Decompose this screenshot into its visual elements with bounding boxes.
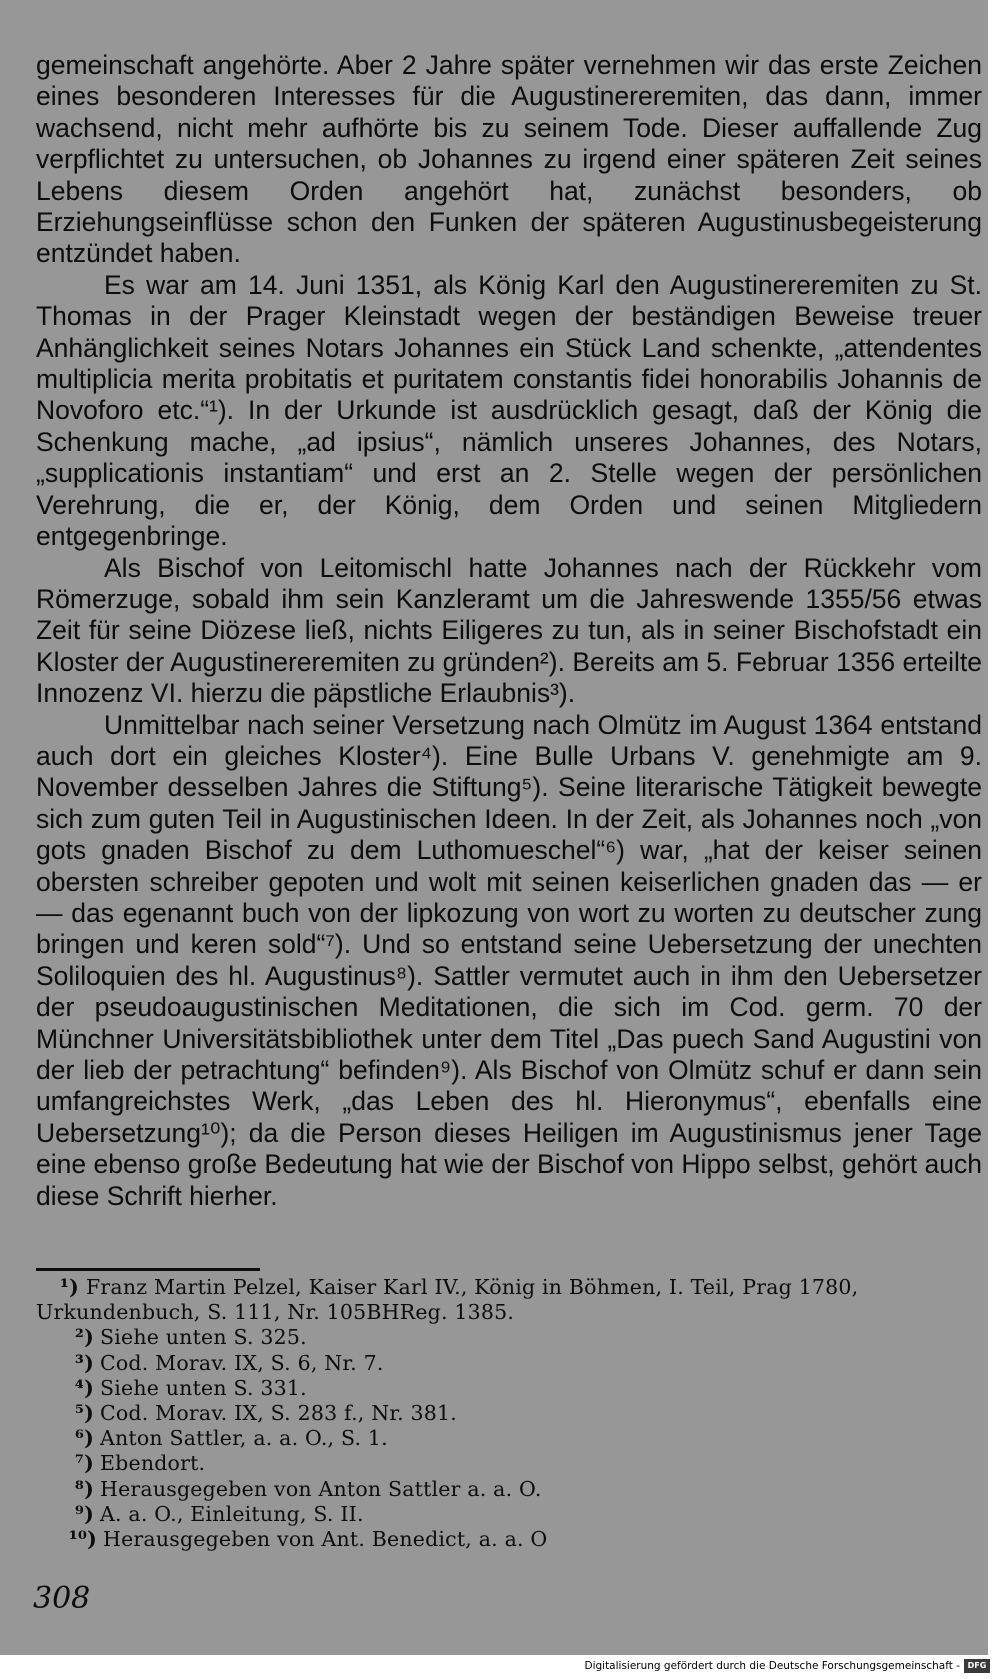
footnote-text: Siehe unten S. 331.: [100, 1375, 307, 1400]
paragraph-1: gemeinschaft angehörte. Aber 2 Jahre später vernehmen wir das erste Zeichen eines besonderen Interesses für die Augustinereremiten, das dann, immer wachsend, nicht mehr aufhörte bis zu seinem Tode. Dieser auffallende Zug verpflichtet zu untersuchen, ob Johannes zu irgend einer späteren Zeit seines Lebens diesem Orden angehört hat, zunächst besonders, ob Erziehungseinflüsse schon den Funken der späteren Augustinusbegeisterung entzündet haben.: [36, 50, 982, 269]
footnote-text: A. a. O., Einleitung, S. II.: [100, 1501, 364, 1526]
scan-edge: [988, 0, 1000, 1655]
footnote-9: [36, 1502, 982, 1527]
paragraph-2: Es war am 14. Juni 1351, als König Karl den Augustinereremiten zu St. Thomas in der Prager Kleinstadt wegen der beständigen Beweise treuer Anhänglichkeit seines Notars Johannes ein Stück Land schenkte, „attendentes multiplicia merita probitatis et puritatem constantis fidei honorabilis Johannis de Novoforo etc.“¹). In der Urkunde ist ausdrücklich gesagt, daß der König die Schenkung mache, „ad ipsius“, nämlich unseres Johannes, des Notars, „supplicationis instantiam“ und erst an 2. Stelle wegen der persönlichen Verehrung, die er, der König, dem Orden und seinen Mitgliedern entgegenbringe.: [36, 269, 982, 552]
footnote-text: Herausgegeben von Ant. Benedict, a. a. O: [103, 1527, 548, 1552]
footnote-marker: ⁴): [74, 1375, 94, 1400]
paragraph-3: Als Bischof von Leitomischl hatte Johannes nach der Rückkehr vom Römerzuge, sobald ihm sein Kanzleramt um die Jahreswende 1355/56 etwas Zeit für seine Diözese ließ, nichts Eiligeres zu tun, als in seiner Bischofstadt ein Kloster der Augustinereremiten zu gründen²). Bereits am 5. Februar 1356 erteilte Innozenz VI. hierzu die päpstliche Erlaubnis³).: [36, 552, 982, 709]
footnote-text: Anton Sattler, a. a. O., S. 1.: [100, 1426, 388, 1451]
footnote-text: Siehe unten S. 325.: [100, 1325, 307, 1350]
footnote-marker: ³): [74, 1350, 94, 1375]
footnote-7: [36, 1451, 982, 1476]
footnote-text: Cod. Morav. IX, S. 283 f., Nr. 381.: [100, 1401, 458, 1426]
dfg-logo-icon: DFG: [964, 1659, 990, 1673]
footnote-text: Cod. Morav. IX, S. 6, Nr. 7.: [100, 1350, 384, 1375]
footnote-text: Ebendort.: [100, 1451, 206, 1476]
paragraph-4: Unmittelbar nach seiner Versetzung nach Olmütz im August 1364 entstand auch dort ein gleiches Kloster⁴). Eine Bulle Urbans V. genehmigte am 9. November desselben Jahres die Stiftung⁵). Seine literarische Tätigkeit bewegte sich zum guten Teil in Augustinischen Ideen. In der Zeit, als Johannes noch „von gots gnaden Bischof zu dem Luthomueschel“⁶) war, „hat der keiser seinen obersten schreiber gepoten und wolt mit seinen keiserlichen gnaden das — er — das egenannt buch von der lipkozung von wort zu worten zu deutscher zung bringen und keren sold“⁷). Und so entstand seine Uebersetzung der unechten Soliloquien des hl. Augustinus⁸). Sattler vermutet auch in ihm den Uebersetzer der pseudoaugustinischen Meditationen, die sich im Cod. germ. 70 der Münchner Universitätsbibliothek unter dem Titel „Das puech Sand Augustini von der lieb der petrachtung“ befinden⁹). Als Bischof von Olmütz schuf er dann sein umfangreichstes Werk, „das Leben des hl. Hieronymus“, ebenfalls eine Uebersetzung¹⁰); da die Person dieses Heiligen im Augustinismus jener Tage eine ebenso große Bedeutung hat wie der Bischof von Hippo selbst, gehört auch diese Schrift hierher.: [36, 709, 982, 1211]
footnote-marker: ⁵): [74, 1401, 94, 1426]
body-text: [36, 50, 982, 1212]
footnote-marker: ⁸): [74, 1476, 94, 1501]
footnote-1: [36, 1275, 982, 1325]
footnote-3: [36, 1351, 982, 1376]
footnote-10: [36, 1527, 982, 1552]
footnote-2: [36, 1325, 982, 1350]
page-number: 308: [33, 1581, 91, 1616]
footnote-5: [36, 1401, 982, 1426]
footnote-marker: ²): [74, 1325, 94, 1350]
footnote-marker: ¹): [59, 1275, 79, 1299]
footnote-marker: ¹⁰): [68, 1527, 97, 1552]
footnote-6: [36, 1426, 982, 1451]
footnote-marker: ⁹): [74, 1501, 94, 1526]
digitization-credit: Digitalisierung gefördert durch die Deutsche Forschungsgemeinschaft -: [584, 1660, 960, 1672]
footnotes: [36, 1275, 982, 1552]
footnote-4: [36, 1376, 982, 1401]
footnote-marker: ⁷): [74, 1451, 94, 1476]
footnote-text: Herausgegeben von Anton Sattler a. a. O.: [100, 1476, 542, 1501]
footnote-8: [36, 1477, 982, 1502]
footnote-marker: ⁶): [74, 1426, 94, 1451]
footnote-text: Franz Martin Pelzel, Kaiser Karl IV., König in Böhmen, I. Teil, Prag 1780, Urkundenbuch, S. 111, Nr. 105BHReg. 1385.: [36, 1275, 859, 1325]
footnote-rule: [36, 1268, 260, 1271]
